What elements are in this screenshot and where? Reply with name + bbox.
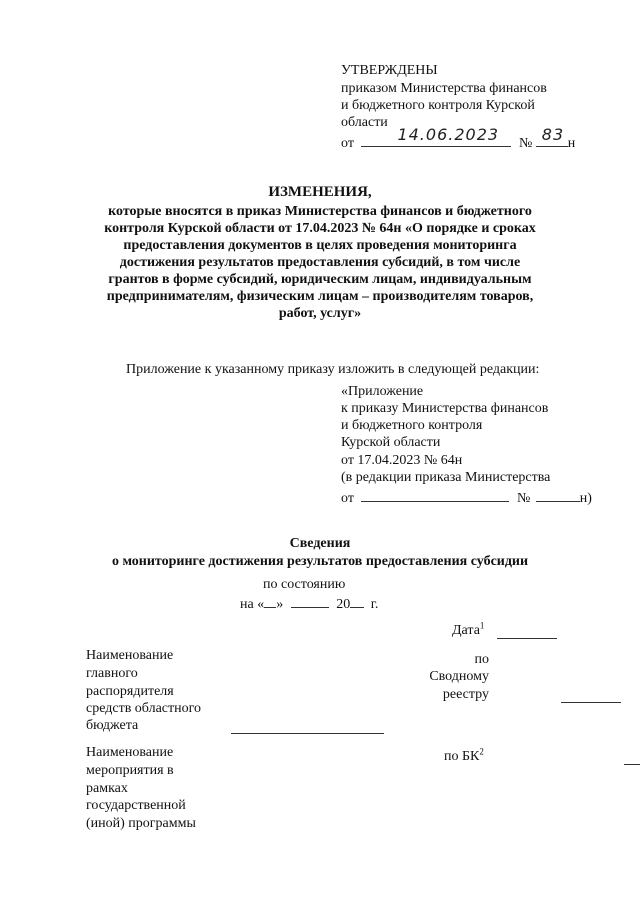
form-bk-footnote: 2 [479,746,484,757]
info-title: Сведения [289,536,351,551]
instruction-text: Приложение к указанному приказу изложить в следующей редакции: [126,362,540,377]
appendix-line-4: Курской области [341,435,441,450]
info-month-field [291,593,329,608]
changes-line-4: достижения результатов предоставления субсидий, в том числе [119,255,521,270]
changes-line-2: контроля Курской области от 17.04.2023 № 64н «О порядке и сроках [104,221,536,236]
approval-from-label: от [341,136,354,151]
appendix-date-field [361,487,509,502]
appendix-line-1: «Приложение [341,384,424,399]
info-date-mid: » [276,597,284,612]
event-line-1: Наименование [86,745,174,760]
form-registry-line-2: Сводному [429,669,489,684]
info-as-of: по состоянию [263,577,346,592]
approval-date-handwritten: 14.06.2023 [397,125,500,144]
approval-number-label: № [518,136,533,151]
appendix-line-3: и бюджетного контроля [341,418,483,433]
manager-line-3: распорядителя [86,684,174,699]
appendix-line-2: к приказу Министерства финансов [341,401,549,416]
form-registry-line-3: реестру [442,687,489,702]
changes-line-5: грантов в форме субсидий, юридическим лицам, индивидуальным [108,272,532,287]
form-date-label [452,622,484,639]
info-subtitle: о мониторинге достижения результатов предоставления субсидии [111,554,529,569]
changes-line-1: которые вносятся в приказ Министерства финансов и бюджетного [108,204,532,219]
appendix-line-6: (в редакции приказа Министерства [341,470,551,485]
approval-line-1: приказом Министерства финансов [341,81,547,96]
manager-line-4: средств областного [86,701,202,716]
approval-number-suffix: н [567,136,576,151]
form-registry-line-1: по [474,652,489,667]
event-line-4: государственной [86,798,186,813]
manager-line-1: Наименование [86,648,174,663]
info-date-suffix: г. [370,597,379,612]
appendix-number-field [536,487,580,502]
changes-title: ИЗМЕНЕНИЯ, [268,184,372,200]
event-line-3: рамках [86,781,128,796]
appendix-from-label: от [341,491,354,506]
form-date-text: Дата [452,623,480,638]
form-date-field [497,624,557,639]
event-line-2: мероприятия в [86,763,174,778]
approval-date-field [361,125,511,147]
form-bk-field [624,750,640,765]
appendix-number-suffix: н) [579,491,592,506]
info-date-line [240,593,378,613]
approval-line-2: и бюджетного контроля Курской [341,98,535,113]
info-date-prefix: на « [240,597,265,612]
info-year-field [350,593,364,608]
approval-title: УТВЕРЖДЕНЫ [341,63,438,78]
changes-line-7: работ, услуг» [278,306,362,321]
appendix-line-5: от 17.04.2023 № 64н [341,453,463,468]
info-date-year: 20 [336,597,351,612]
changes-line-3: предоставления документов в целях проведения мониторинга [123,238,517,253]
form-bk-label [444,748,484,765]
info-day-field [264,593,276,608]
approval-line-3: области [341,115,388,130]
manager-line-5: бюджета [86,718,139,733]
manager-line-2: главного [86,666,138,681]
event-line-5: (иной) программы [86,816,196,831]
approval-number-field [536,125,568,147]
form-bk-text: по БК [444,749,480,764]
manager-value-line [231,733,384,734]
approval-date-line [341,125,576,152]
approval-number-handwritten: 83 [541,125,565,144]
form-registry-field [561,688,621,703]
form-date-footnote: 1 [479,620,485,631]
appendix-number-label: № [516,491,531,506]
changes-line-6: предпринимателям, физическим лицам – производителям товаров, [106,289,534,304]
appendix-date-line [341,487,592,507]
